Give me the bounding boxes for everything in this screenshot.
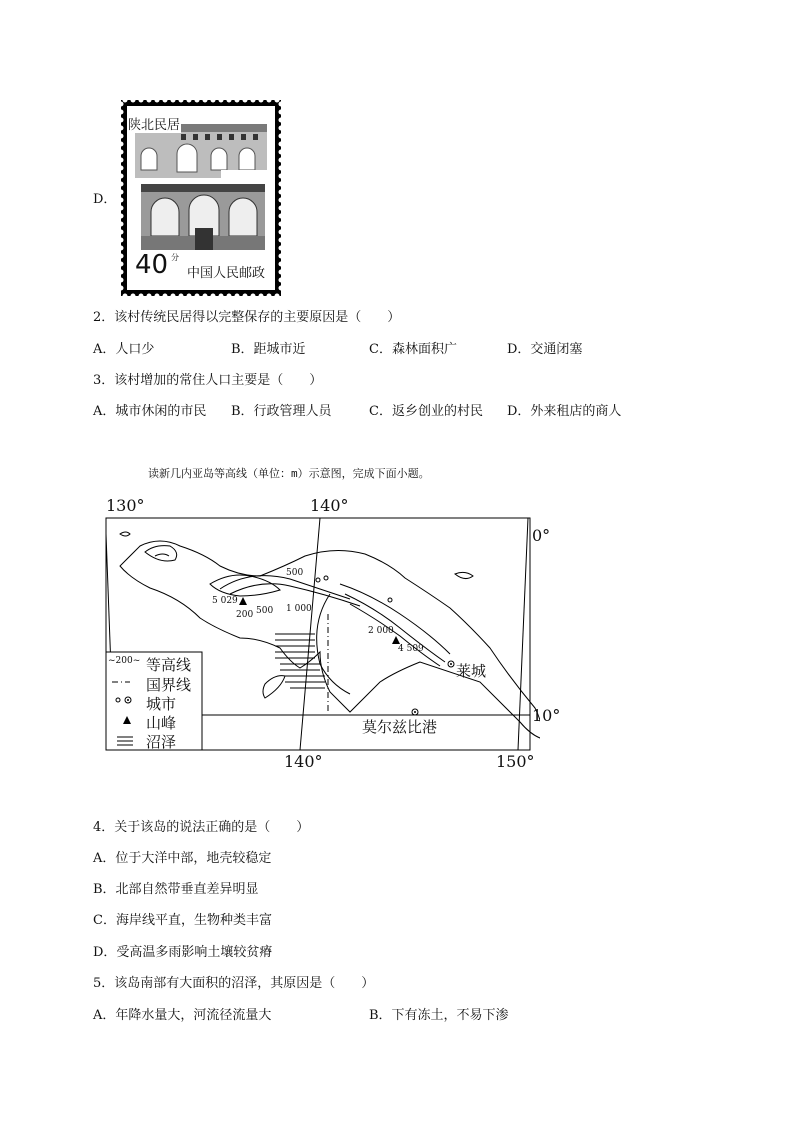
legend-label: 城市 bbox=[146, 695, 177, 713]
option-c[interactable]: C．返乡创业的村民 bbox=[369, 404, 483, 419]
question-3-options bbox=[93, 403, 693, 421]
contour-label: 200 bbox=[236, 610, 254, 620]
contour-label: 500 bbox=[286, 568, 304, 578]
option-b[interactable]: B．距城市近 bbox=[231, 342, 306, 357]
stamp-unit: 分 bbox=[171, 253, 179, 262]
option-a[interactable]: A．人口少 bbox=[93, 342, 155, 357]
contour-label: 2 000 bbox=[368, 626, 394, 636]
option-b[interactable]: B．行政管理人员 bbox=[231, 404, 332, 419]
legend-label: 国界线 bbox=[146, 676, 192, 694]
question-2-text: 2．该村传统民居得以完整保存的主要原因是（ ） bbox=[93, 310, 401, 325]
option-c[interactable]: C．森林面积广 bbox=[369, 342, 457, 357]
stamp-value: 40 bbox=[135, 250, 169, 280]
port-label-moresby: 莫尔兹比港 bbox=[362, 718, 438, 736]
option-d-label: D． bbox=[93, 192, 117, 207]
stamp-issuer: 中国人民邮政 bbox=[187, 266, 266, 281]
lat-label-10: 10° bbox=[532, 706, 561, 725]
q5-option-b[interactable]: B．下有冻土，不易下渗 bbox=[369, 1008, 509, 1023]
question-4-text: 4．关于该岛的说法正确的是（ ） bbox=[93, 820, 310, 835]
q5-option-a[interactable]: A．年降水量大，河流径流量大 bbox=[93, 1008, 272, 1023]
question-5-text: 5．该岛南部有大面积的沼泽，其原因是（ ） bbox=[93, 976, 375, 991]
option-a[interactable]: A．城市休闲的市民 bbox=[93, 404, 207, 419]
option-d[interactable]: D．交通闭塞 bbox=[507, 342, 583, 357]
lon-label-150: 150° bbox=[496, 752, 535, 771]
map-intro: 读新几内亚岛等高线（单位：m）示意图，完成下面小题。 bbox=[148, 467, 430, 480]
city-label-lae: 莱城 bbox=[456, 662, 487, 680]
q4-option-a[interactable]: A．位于大洋中部，地壳较稳定 bbox=[93, 851, 272, 866]
q4-option-c[interactable]: C．海岸线平直，生物种类丰富 bbox=[93, 913, 272, 928]
q4-option-b[interactable]: B．北部自然带垂直差异明显 bbox=[93, 882, 259, 897]
stamp-image bbox=[121, 100, 281, 296]
legend-label: 山峰 bbox=[146, 714, 177, 732]
legend-symbol: ~200~ bbox=[108, 656, 141, 666]
question-2-options bbox=[93, 341, 693, 359]
question-3-text: 3．该村增加的常住人口主要是（ ） bbox=[93, 373, 323, 388]
peak-elevation: 4 509 bbox=[398, 644, 424, 654]
lon-label-140-bottom: 140° bbox=[284, 752, 323, 771]
legend-label: 等高线 bbox=[146, 656, 192, 674]
new-guinea-map bbox=[100, 494, 561, 776]
q4-option-d[interactable]: D．受高温多雨影响土壤较贫瘠 bbox=[93, 945, 273, 960]
option-d[interactable]: D．外来租店的商人 bbox=[507, 404, 622, 419]
lon-label-130: 130° bbox=[106, 496, 145, 515]
contour-label: 500 bbox=[256, 606, 274, 616]
legend-label: 沼泽 bbox=[146, 733, 177, 751]
peak-elevation: 5 029 bbox=[212, 596, 238, 606]
contour-label: 1 000 bbox=[286, 604, 312, 614]
lon-label-140-top: 140° bbox=[310, 496, 349, 515]
lat-label-0: 0° bbox=[532, 526, 551, 545]
stamp-title: 陕北民居 bbox=[127, 114, 181, 133]
